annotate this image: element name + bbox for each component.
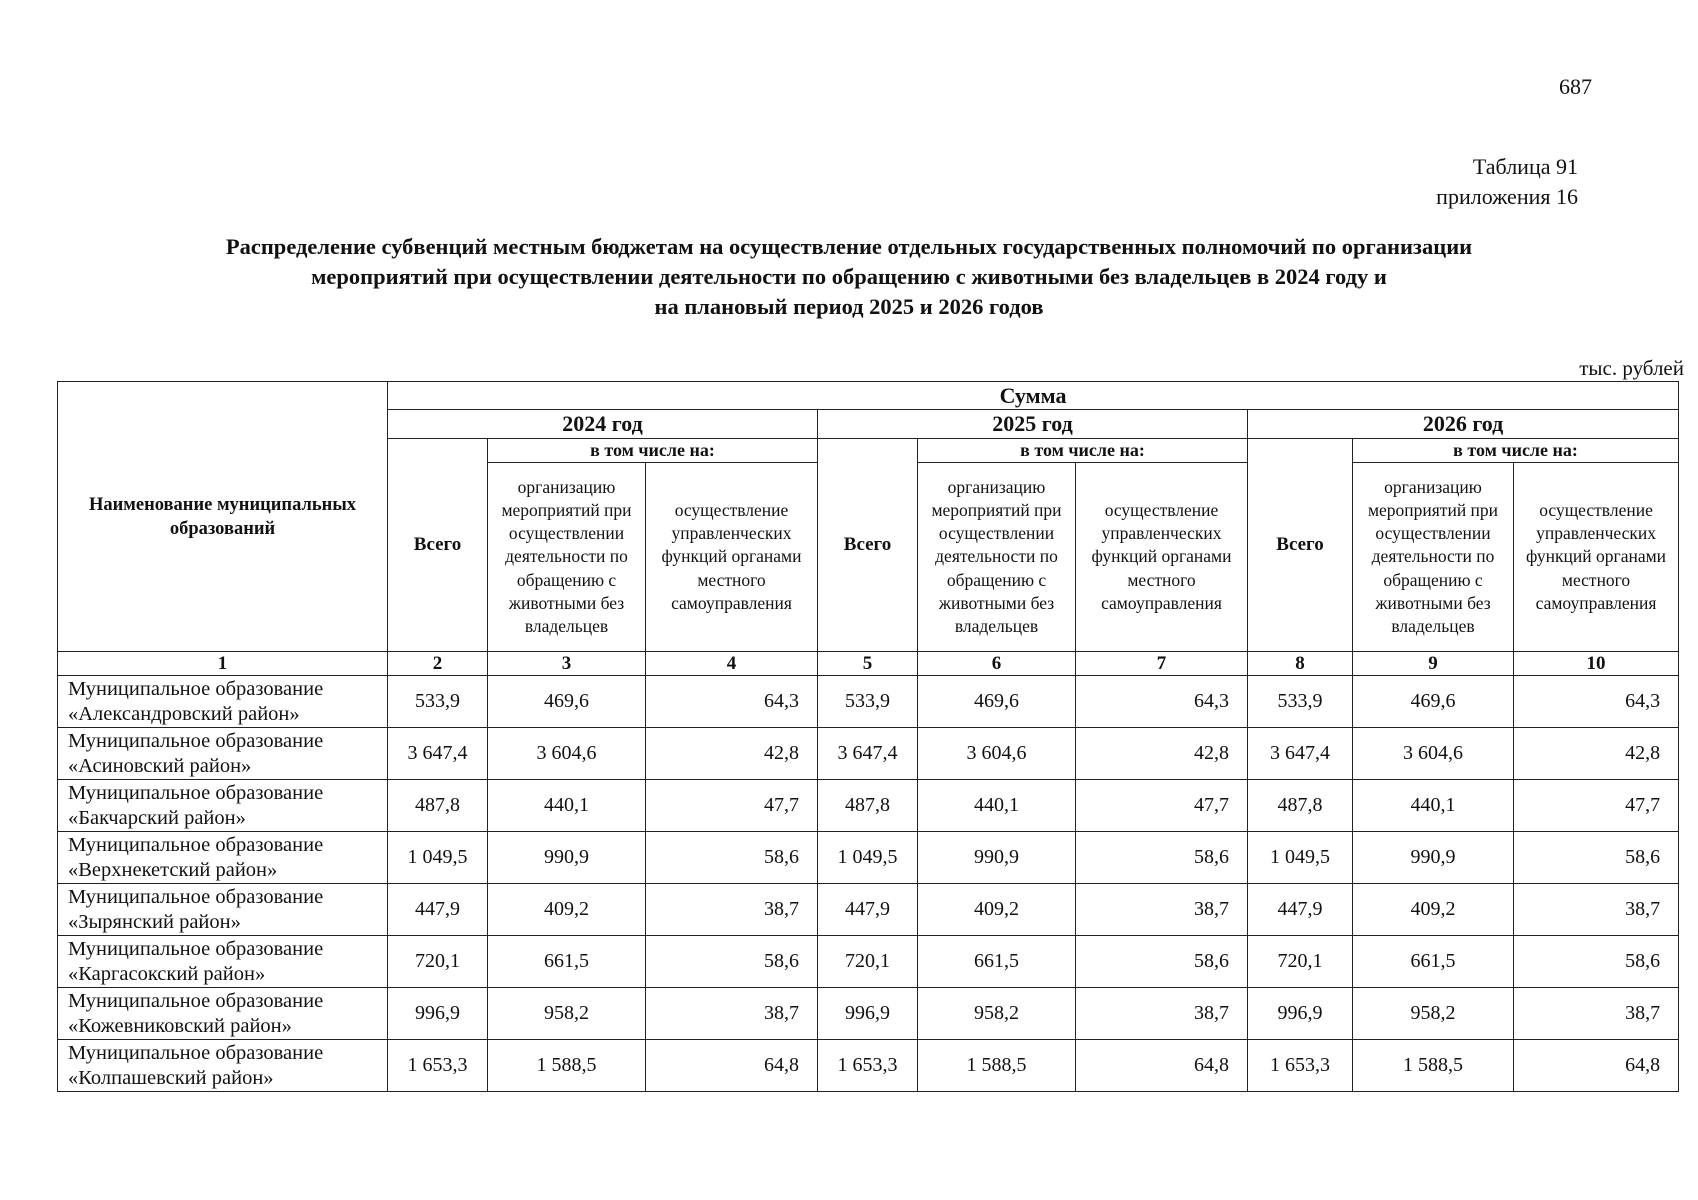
value-cell: 990,9 xyxy=(918,832,1076,884)
subvention-table xyxy=(57,381,1679,1092)
value-cell: 64,3 xyxy=(1514,676,1679,728)
header-including-2024: в том числе на: xyxy=(488,439,818,463)
value-cell: 3 647,4 xyxy=(818,728,918,780)
value-cell: 42,8 xyxy=(1076,728,1248,780)
table-row xyxy=(58,780,1679,832)
value-cell: 469,6 xyxy=(918,676,1076,728)
municipality-name-cell: Муниципальное образование «Александровский район» xyxy=(58,676,388,728)
header-year-2024: 2024 год xyxy=(388,410,818,439)
value-cell: 440,1 xyxy=(488,780,646,832)
table-body xyxy=(58,676,1679,1092)
value-cell: 447,9 xyxy=(388,884,488,936)
value-cell: 42,8 xyxy=(646,728,818,780)
header-including-2025: в том числе на: xyxy=(918,439,1248,463)
header-including-2026: в том числе на: xyxy=(1353,439,1679,463)
value-cell: 1 049,5 xyxy=(1248,832,1353,884)
column-number: 8 xyxy=(1248,652,1353,676)
municipality-name-cell: Муниципальное образование «Каргасокский район» xyxy=(58,936,388,988)
column-number: 1 xyxy=(58,652,388,676)
value-cell: 533,9 xyxy=(388,676,488,728)
value-cell: 58,6 xyxy=(646,832,818,884)
value-cell: 42,8 xyxy=(1514,728,1679,780)
value-cell: 958,2 xyxy=(918,988,1076,1040)
value-cell: 996,9 xyxy=(1248,988,1353,1040)
column-number: 6 xyxy=(918,652,1076,676)
value-cell: 447,9 xyxy=(818,884,918,936)
value-cell: 958,2 xyxy=(488,988,646,1040)
value-cell: 38,7 xyxy=(1076,988,1248,1040)
header-summa: Сумма xyxy=(388,382,1679,410)
column-number: 3 xyxy=(488,652,646,676)
value-cell: 469,6 xyxy=(488,676,646,728)
header-total-2024: Всего xyxy=(388,439,488,652)
value-cell: 990,9 xyxy=(1353,832,1514,884)
header-organization-2025: организацию мероприятий при осуществлении деятельности по обращению с животными без владельцев xyxy=(918,463,1076,652)
header-total-2026: Всего xyxy=(1248,439,1353,652)
value-cell: 469,6 xyxy=(1353,676,1514,728)
header-management-2025: осуществление управленческих функций органами местного самоуправления xyxy=(1076,463,1248,652)
value-cell: 3 604,6 xyxy=(918,728,1076,780)
value-cell: 1 653,3 xyxy=(818,1040,918,1092)
document-title xyxy=(80,232,1618,322)
table-row xyxy=(58,988,1679,1040)
value-cell: 487,8 xyxy=(818,780,918,832)
value-cell: 440,1 xyxy=(1353,780,1514,832)
table-row xyxy=(58,1040,1679,1092)
value-cell: 996,9 xyxy=(388,988,488,1040)
column-number: 4 xyxy=(646,652,818,676)
value-cell: 58,6 xyxy=(1514,832,1679,884)
header-organization-2024: организацию мероприятий при осуществлении деятельности по обращению с животными без владельцев xyxy=(488,463,646,652)
title-line-1: Распределение субвенций местным бюджетам на осуществление отдельных государственных полномочий по организации xyxy=(225,234,1473,259)
header-year-2026: 2026 год xyxy=(1248,410,1679,439)
value-cell: 661,5 xyxy=(488,936,646,988)
value-cell: 661,5 xyxy=(918,936,1076,988)
column-number: 5 xyxy=(818,652,918,676)
value-cell: 661,5 xyxy=(1353,936,1514,988)
value-cell: 720,1 xyxy=(818,936,918,988)
value-cell: 47,7 xyxy=(1514,780,1679,832)
header-organization-2026: организацию мероприятий при осуществлении деятельности по обращению с животными без владельцев xyxy=(1353,463,1514,652)
value-cell: 1 653,3 xyxy=(1248,1040,1353,1092)
value-cell: 1 049,5 xyxy=(818,832,918,884)
municipality-name-cell: Муниципальное образование «Бакчарский район» xyxy=(58,780,388,832)
header-municipality-name: Наименование муниципальных образований xyxy=(58,382,388,652)
table-reference xyxy=(1436,152,1578,212)
value-cell: 720,1 xyxy=(1248,936,1353,988)
page-number: 687 xyxy=(1559,74,1592,99)
table-row xyxy=(58,884,1679,936)
value-cell: 409,2 xyxy=(1353,884,1514,936)
value-cell: 487,8 xyxy=(388,780,488,832)
value-cell: 3 647,4 xyxy=(388,728,488,780)
value-cell: 58,6 xyxy=(646,936,818,988)
municipality-name-cell: Муниципальное образование «Асиновский район» xyxy=(58,728,388,780)
value-cell: 409,2 xyxy=(488,884,646,936)
value-cell: 47,7 xyxy=(646,780,818,832)
municipality-name-cell: Муниципальное образование «Кожевниковский район» xyxy=(58,988,388,1040)
municipality-name-cell: Муниципальное образование «Зырянский район» xyxy=(58,884,388,936)
value-cell: 38,7 xyxy=(1076,884,1248,936)
value-cell: 996,9 xyxy=(818,988,918,1040)
value-cell: 720,1 xyxy=(388,936,488,988)
value-cell: 1 049,5 xyxy=(388,832,488,884)
value-cell: 533,9 xyxy=(818,676,918,728)
value-cell: 58,6 xyxy=(1514,936,1679,988)
header-total-2025: Всего xyxy=(818,439,918,652)
table-row xyxy=(58,936,1679,988)
table-row xyxy=(58,728,1679,780)
value-cell: 440,1 xyxy=(918,780,1076,832)
column-number: 2 xyxy=(388,652,488,676)
table-row xyxy=(58,832,1679,884)
value-cell: 487,8 xyxy=(1248,780,1353,832)
value-cell: 64,3 xyxy=(1076,676,1248,728)
value-cell: 58,6 xyxy=(1076,832,1248,884)
value-cell: 1 653,3 xyxy=(388,1040,488,1092)
value-cell: 64,3 xyxy=(646,676,818,728)
table-number: Таблица 91 xyxy=(1472,154,1578,179)
value-cell: 38,7 xyxy=(1514,988,1679,1040)
value-cell: 1 588,5 xyxy=(488,1040,646,1092)
header-year-2025: 2025 год xyxy=(818,410,1248,439)
value-cell: 447,9 xyxy=(1248,884,1353,936)
table-header xyxy=(58,382,1679,676)
value-cell: 3 604,6 xyxy=(488,728,646,780)
municipality-name-cell: Муниципальное образование «Колпашевский район» xyxy=(58,1040,388,1092)
value-cell: 38,7 xyxy=(1514,884,1679,936)
column-number: 7 xyxy=(1076,652,1248,676)
value-cell: 38,7 xyxy=(646,884,818,936)
value-cell: 47,7 xyxy=(1076,780,1248,832)
municipality-name-cell: Муниципальное образование «Верхнекетский район» xyxy=(58,832,388,884)
header-management-2024: осуществление управленческих функций органами местного самоуправления xyxy=(646,463,818,652)
value-cell: 64,8 xyxy=(1514,1040,1679,1092)
value-cell: 533,9 xyxy=(1248,676,1353,728)
header-management-2026: осуществление управленческих функций органами местного самоуправления xyxy=(1514,463,1679,652)
value-cell: 64,8 xyxy=(1076,1040,1248,1092)
title-line-2: мероприятий при осуществлении деятельности по обращению с животными без владельцев в 2024 году и xyxy=(311,264,1387,289)
value-cell: 38,7 xyxy=(646,988,818,1040)
title-line-3: на плановый период 2025 и 2026 годов xyxy=(654,294,1044,319)
value-cell: 409,2 xyxy=(918,884,1076,936)
units-label: тыс. рублей xyxy=(1579,356,1684,380)
table-row xyxy=(58,676,1679,728)
value-cell: 990,9 xyxy=(488,832,646,884)
value-cell: 64,8 xyxy=(646,1040,818,1092)
value-cell: 958,2 xyxy=(1353,988,1514,1040)
value-cell: 3 604,6 xyxy=(1353,728,1514,780)
value-cell: 58,6 xyxy=(1076,936,1248,988)
value-cell: 1 588,5 xyxy=(918,1040,1076,1092)
appendix-number: приложения 16 xyxy=(1436,184,1578,209)
column-number: 9 xyxy=(1353,652,1514,676)
column-number: 10 xyxy=(1514,652,1679,676)
value-cell: 1 588,5 xyxy=(1353,1040,1514,1092)
value-cell: 3 647,4 xyxy=(1248,728,1353,780)
